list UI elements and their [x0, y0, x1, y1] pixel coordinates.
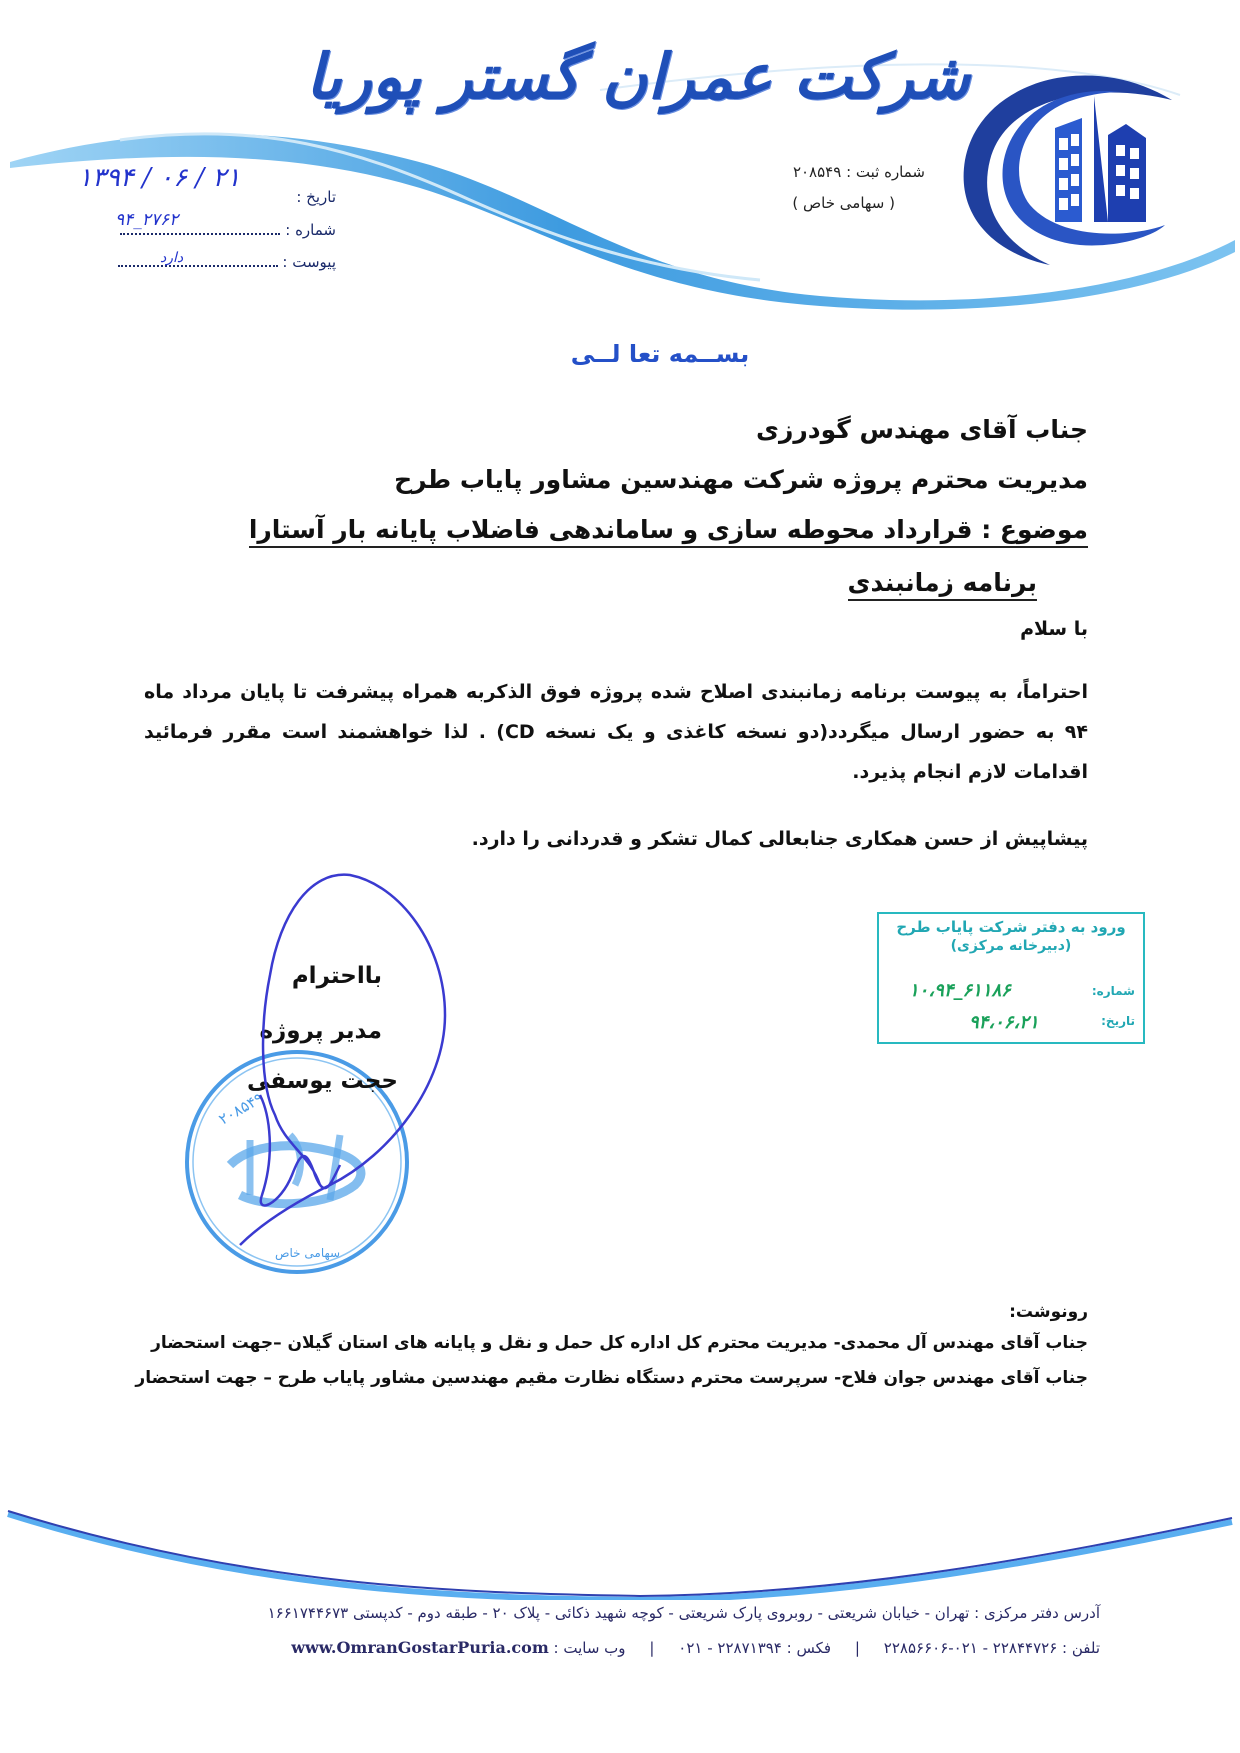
date-value: ۱۳۹۴ / ۰۶ / ۲۱ — [78, 163, 241, 193]
attachment-dotted-line — [118, 255, 278, 267]
company-name-logotype: شرکت عمران گستر پوریا — [305, 40, 970, 113]
number-value: ۹۴_۲۷۶۲ — [115, 210, 179, 230]
phone-label: تلفن : — [1062, 1639, 1100, 1657]
handwritten-signature — [200, 855, 470, 1265]
company-type: ( سهامی خاص ) — [792, 194, 895, 212]
registration-label: شماره ثبت : — [846, 163, 925, 181]
cc-item: جناب آقای مهندس آل محمدی- مدیریت محترم کل اداره کل حمل و نقل و پایانه های استان گیلان –جهت استحضار — [151, 1333, 1088, 1353]
received-stamp-number-value: ۱۰،۹۴_۶۱۱۸۶ — [909, 980, 1011, 1001]
footer-swoosh-line — [0, 1480, 1240, 1600]
body-paragraph-2: پیشاپیش از حسن همکاری جنابعالی کمال تشکر و قدردانی را دارد. — [471, 828, 1088, 850]
attachment-value: دارد — [160, 250, 184, 266]
recipient-title: مدیریت محترم پروژه شرکت مهندسین مشاور پایاب طرح — [394, 465, 1088, 494]
footer-separator: | — [649, 1639, 655, 1657]
bismillah-heading: بســمه تعا لــی — [570, 340, 750, 368]
body-paragraph-1-text: احتراماً، به پیوست برنامه زمانبندی اصلاح شده پروژه فوق الذکربه همراه پیشرفت تا پایان مرداد ماه ۹۴ به حضور ارسال میگردد(دو نسخه کاغذی و یک نسخه CD) . لذا خواهشمند است مقرر فرمائید اقدامات لازم انجام پذیرد. — [144, 681, 1088, 783]
recipient-name: جناب آقای مهندس گودرزی — [756, 415, 1088, 444]
number-field — [46, 221, 336, 239]
received-stamp-title: ورود به دفتر شرکت پایاب طرح — [896, 918, 1126, 936]
date-label: تاریخ : — [296, 188, 336, 206]
registration-number: ۲۰۸۵۴۹ — [792, 163, 842, 181]
website-link[interactable]: www.OmranGostarPuria.com — [291, 1638, 549, 1657]
subject-line: موضوع : قرارداد محوطه سازی و ساماندهی فاضلاب پایانه بار آستارا — [249, 515, 1088, 548]
received-stamp-date-value: ۹۴،۰۶،۲۱ — [969, 1012, 1039, 1033]
fax-label: فکس : — [786, 1639, 832, 1657]
footer-address: آدرس دفتر مرکزی : تهران - خیابان شریعتی - روبروی پارک شریعتی - کوچه شهید ذکائی - پلاک ۲۰ - طبقه دوم - کدپستی ۱۶۶۱۷۴۴۶۷۳ — [267, 1604, 1100, 1622]
footer-contact — [291, 1638, 1100, 1657]
attachment-field — [46, 253, 336, 271]
number-label: شماره : — [285, 221, 336, 239]
phone-value: ۲۲۸۴۴۷۲۶ - ۰۲۱-۲۲۸۵۶۶۰۶ — [883, 1639, 1058, 1657]
footer-separator: | — [854, 1639, 860, 1657]
greeting: با سلام — [1020, 618, 1088, 640]
cc-label: رونوشت: — [1009, 1302, 1088, 1322]
company-logo-icon — [964, 76, 1172, 265]
attachment-label: پیوست : — [282, 253, 336, 271]
fax-value: ۲۲۸۷۱۳۹۴ - ۰۲۱ — [678, 1639, 782, 1657]
received-stamp — [877, 912, 1145, 1044]
body-paragraph-1 — [144, 672, 1088, 792]
registration-line — [793, 163, 925, 181]
received-stamp-date-label: تاریخ: — [1101, 1014, 1135, 1028]
received-stamp-number-label: شماره: — [1091, 984, 1135, 998]
signature-title: مدیر پروژه — [259, 1018, 382, 1044]
cc-item: جناب آقای مهندس جوان فلاح- سرپرست محترم دستگاه نظارت مقیم مهندسین مشاور پایاب طرح – جهت استحضار — [135, 1368, 1088, 1388]
signature-name: حجت یوسفی — [246, 1068, 398, 1094]
seal-number: ۲۰۸۵۴۹ — [215, 1088, 267, 1129]
subject-title: برنامه زمانبندی — [848, 568, 1037, 601]
received-stamp-subtitle: (دبیرخانه مرکزی) — [950, 938, 1072, 954]
website-label: وب سایت : — [553, 1639, 626, 1657]
signature-closing: بااحترام — [291, 963, 382, 989]
seal-bottom-text: سهامی خاص — [275, 1246, 341, 1260]
